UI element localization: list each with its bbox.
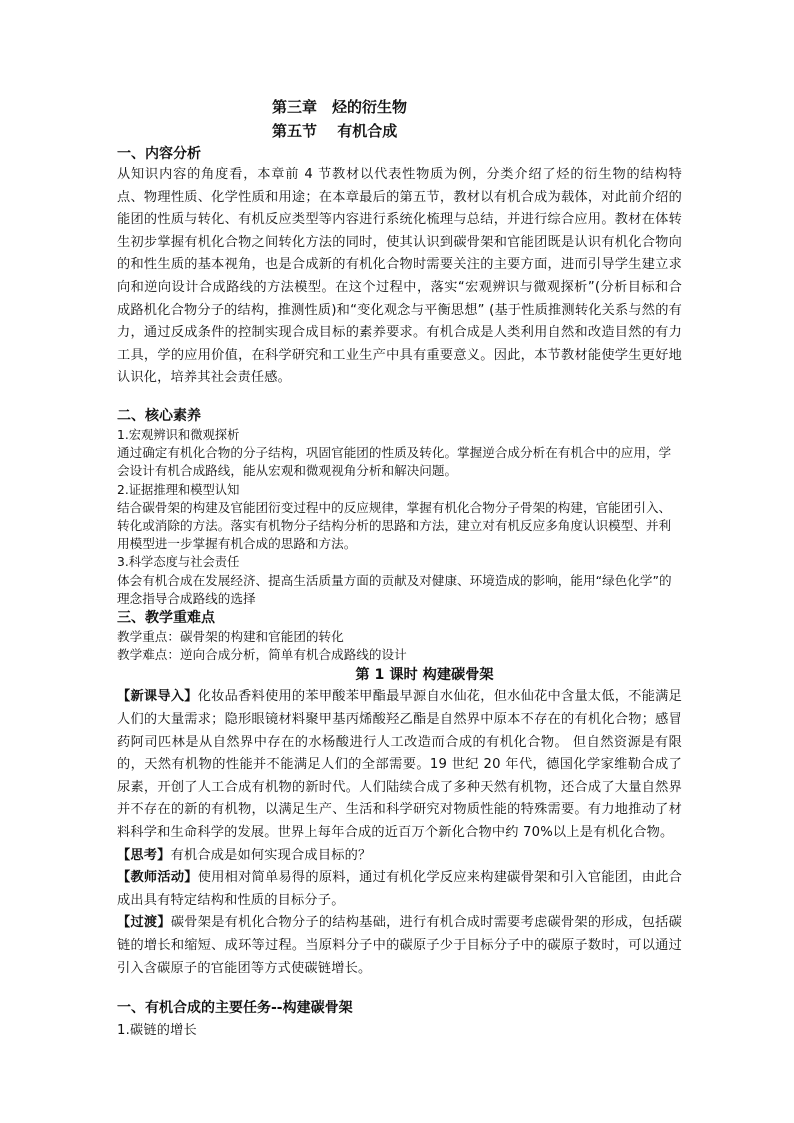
subheading-chain-growth: 1.碳链的增长 <box>117 1023 197 1039</box>
heading-content-analysis: 一、内容分析 <box>117 146 201 162</box>
think-tag: 【思考】 <box>117 847 171 863</box>
intro-text: 化妆品香料使用的苯甲酸苯甲酯最早源自水仙花，但水仙花中含量太低，不能满足人们的大量需求；隐形眼镜材料聚甲基丙烯酸羟乙酯是自然界中原本不存在的有机化合物；感冒药阿司匹林是从自然界中存在的水杨酸进行人工改造而合成的有机化合物。 但自然资源是有限的，天然有机物的性能并不能满足人们的全部需要。19 世纪 20 年代，德国化学家维勒合成了尿素，开创了人工合成有机物的新时代。人们陆续合成了多种天然有机物，还合成了大量自然界并不存在的新的有机物，以满足生产、生活和科学研究对物质性能的特殊需要。有力地推动了材料科学和生命科学的发展。世界上每年合成的近百万个新化合物中约 70%以上是有机化合物。 <box>117 689 683 840</box>
chapter-title: 第三章 烃的衍生物 <box>272 98 408 116</box>
think-text: 有机合成是如何实现合成目标的？ <box>170 847 372 863</box>
document-page <box>117 96 682 1043</box>
literacy-2-text: 结合碳骨架的构建及官能团衍变过程中的反应规律，掌握有机化合物分子骨架的构建，官能团引入、转化或消除的方法。落实有机物分子结构分析的思路和方法，建立对有机反应多角度认识模型、并利用模型进一步掌握有机合成的思路和方法。 <box>117 499 672 552</box>
literacy-2-label: 2.证据推理和模型认知 <box>117 482 240 497</box>
literacy-1-label: 1.宏观辨识和微观探析 <box>117 427 240 442</box>
teaching-difficulty: 教学难点：逆向合成分析，简单有机合成路线的设计 <box>117 647 407 663</box>
section-title: 第五节 有机合成 <box>272 122 398 140</box>
literacy-3-text: 体会有机合成在发展经济、提高生活质量方面的贡献及对健康、环境造成的影响，能用“绿色化学”的理念指导合成路线的选择 <box>117 572 672 606</box>
lesson-title: 第 1 课时 构建碳骨架 <box>355 667 494 684</box>
teaching-key-point: 教学重点：碳骨架的构建和官能团的转化 <box>117 628 344 644</box>
teacher-tag: 【教师活动】 <box>117 870 198 886</box>
heading-core-literacy: 二、核心素养 <box>117 407 201 424</box>
transition-paragraph <box>117 912 682 980</box>
teacher-paragraph <box>117 867 682 912</box>
title-block <box>117 96 682 144</box>
heading-key-difficult: 三、教学重难点 <box>117 609 215 626</box>
literacy-1-text: 通过确定有机化合物的分子结构，巩固官能团的性质及转化。掌握逆合成分析在有机合中的应用，学会设计有机合成路线，能从宏观和微观视角分析和解决问题。 <box>117 445 672 479</box>
heading-main-task: 一、有机合成的主要任务--构建碳骨架 <box>117 1000 353 1017</box>
literacy-3-label: 3.科学态度与社会责任 <box>117 555 240 570</box>
content-analysis-text: 从知识内容的角度看，本章前 4 节教材以代表性物质为例，分类介绍了烃的衍生物的结构特点、物理性质、化学性质和用途；在本章最后的第五节，教材以有机合成为载体，对此前介绍的能团的性质与转化、有机反应类型等内容进行系统化梳理与总结，并进行综合应用。教材在体转生初步掌握有机化合物之间转化方法的同时，使其认识到碳骨架和官能团既是认识有机化合物向的和性生质的基本视角，也是合成新的有机化合物时需要关注的主要方面，进而引导学生建立求向和逆向设计合成路线的方法模型。在这个过程中，落实“宏观辨识与微观探析”(分析目标和合成路机化合物分子的结构，推测性质)和“变化观念与平衡思想” (基于性质推测转化关系与然的有力，通过反成条件的控制实现合成目标的素养要求。有机合成是人类利用自然和改造目然的有力工具，学的应用价值，在科学研究和工业生产中具有重要意义。因此，本节教材能使学生更好地认识化，培养其社会责任感。 <box>117 167 682 386</box>
think-paragraph <box>117 845 682 868</box>
intro-tag: 【新课导入】 <box>117 689 198 705</box>
transition-text: 碳骨架是有机化合物分子的结构基础，进行有机合成时需要考虑碳骨架的形成，包括碳链的增长和缩短、成环等过程。当原料分子中的碳原子少于目标分子中的碳原子数时，可以通过引入含碳原子的官能团等方式使碳链增长。 <box>117 915 682 976</box>
teacher-text: 使用相对简单易得的原料，通过有机化学反应来构建碳骨架和引入官能团，由此合成出具有特定结构和性质的目标分子。 <box>117 870 683 908</box>
transition-tag: 【过渡】 <box>117 915 171 931</box>
intro-paragraph <box>117 686 682 844</box>
